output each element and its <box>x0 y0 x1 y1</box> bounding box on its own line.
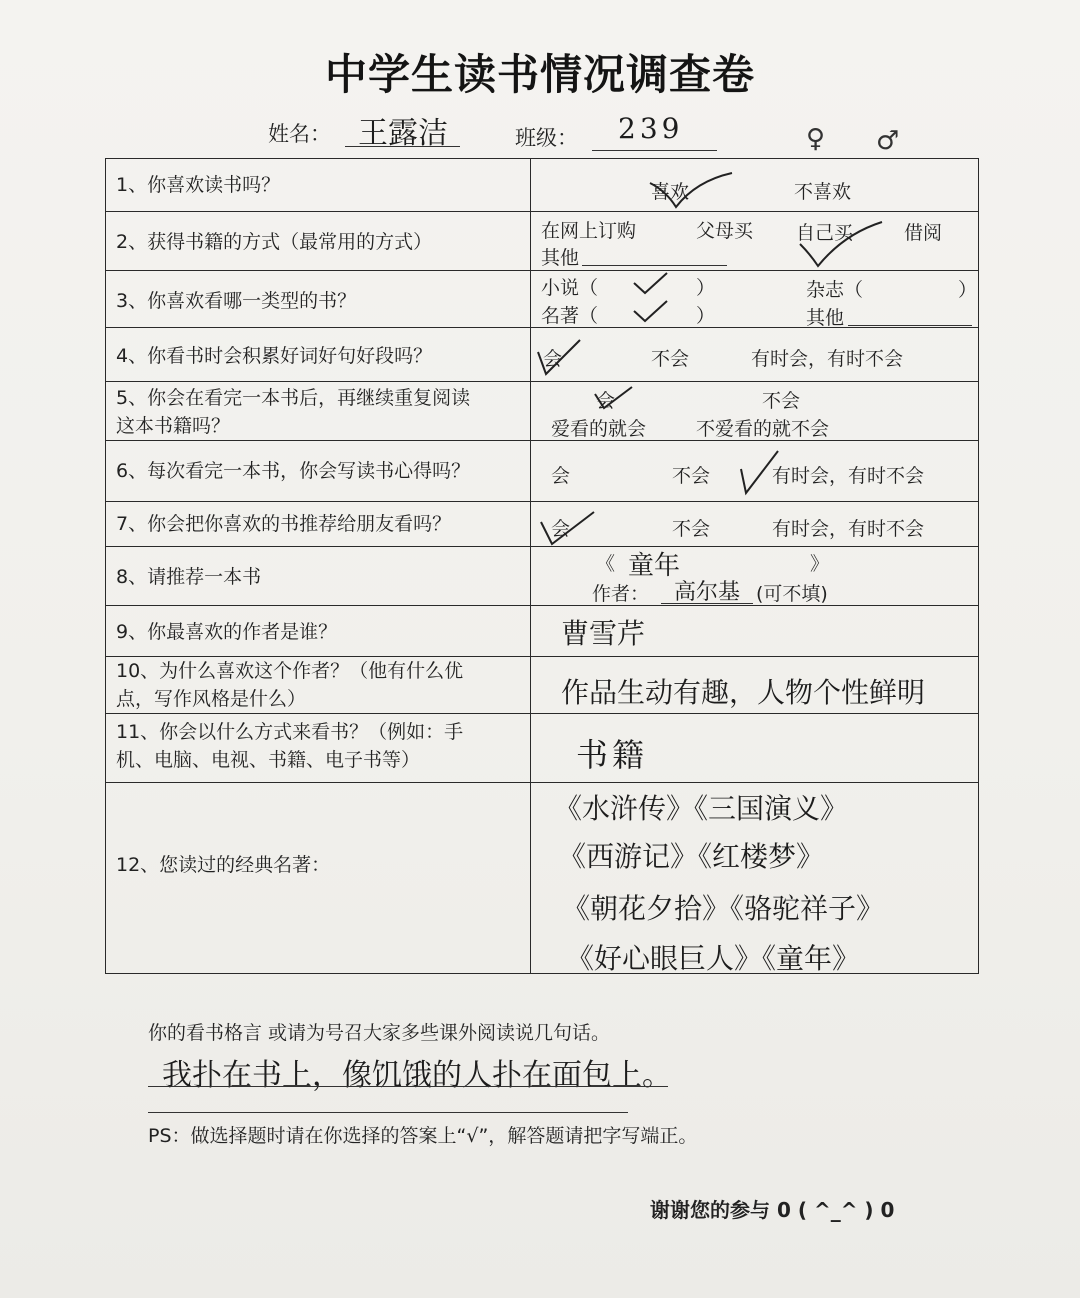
row-q4 <box>105 327 979 382</box>
question-text: 7、你会把你喜欢的书推荐给朋友看吗？ <box>116 513 452 535</box>
author-note: (可不填) <box>756 583 828 605</box>
row-q11 <box>105 713 979 783</box>
option-dislike: 不喜欢 <box>794 181 852 203</box>
question-text: 12、您读过的经典名著： <box>116 854 331 876</box>
answer-reading-method: 书籍 <box>576 736 649 774</box>
option-yes: 会 <box>551 465 571 487</box>
checkmark-icon <box>796 214 886 270</box>
answer-why-author: 作品生动有趣，人物个性鲜明 <box>561 676 926 709</box>
option-borrow: 借阅 <box>904 222 943 244</box>
option-magazine: 杂志（ <box>806 279 864 301</box>
ps-instruction: PS：做选择题时请在你选择的答案上“√”，解答题请把字写端正。 <box>148 1125 698 1147</box>
checkmark-icon <box>534 334 584 380</box>
book-value: 童年 <box>628 551 681 581</box>
answer-favorite-author: 曹雪芹 <box>561 617 646 650</box>
classic-line: 《朝花夕拾》《骆驼祥子》 <box>562 892 885 925</box>
row-q6 <box>105 440 979 502</box>
row-q12 <box>105 782 979 974</box>
row-q7 <box>105 501 979 547</box>
option-online: 在网上订购 <box>541 220 637 242</box>
checkmark-icon <box>592 384 636 412</box>
question-text: 5、你会在看完一本书后，再继续重复阅读 这本书籍吗？ <box>116 387 471 437</box>
option-sometimes: 有时会，有时不会 <box>751 348 904 370</box>
question-text: 8、请推荐一本书 <box>116 566 262 588</box>
checkmark-icon <box>646 169 736 209</box>
row-q10 <box>105 656 979 714</box>
checkmark-icon <box>631 271 671 297</box>
male-symbol: ♂ <box>876 126 900 156</box>
classic-line: 《好心眼巨人》《童年》 <box>566 942 861 975</box>
question-text: 6、每次看完一本书，你会写读书心得吗？ <box>116 460 471 482</box>
checkmark-icon <box>738 447 782 497</box>
option-magazine-close: ） <box>958 279 978 301</box>
option-yes: 会 <box>596 390 616 412</box>
question-text: 9、你最喜欢的作者是谁？ <box>116 621 338 643</box>
option-novel-close: ） <box>696 277 716 299</box>
option-sometimes: 有时会，有时不会 <box>772 465 925 487</box>
checkmark-icon <box>631 299 671 325</box>
classic-line: 《西游记》《红楼梦》 <box>558 840 825 873</box>
option-classic: 名著（ <box>541 305 599 327</box>
question-text: 11、你会以什么方式来看书？（例如：手 机、电脑、电视、书籍、电子书等） <box>116 721 464 771</box>
row-q1 <box>105 158 979 212</box>
option-no: 不会 <box>651 348 690 370</box>
option-if-like: 爱看的就会 <box>551 418 647 440</box>
option-sometimes: 有时会，有时不会 <box>772 518 925 540</box>
thanks-text: 谢谢您的参与 0 ( ^_^ ) 0 <box>650 1198 895 1222</box>
book-close-bracket: 》 <box>810 553 830 575</box>
checkmark-icon <box>538 506 598 548</box>
class-value: 239 <box>618 112 684 145</box>
question-text: 2、获得书籍的方式（最常用的方式） <box>116 231 433 253</box>
page-title: 中学生读书情况调查卷 <box>324 50 755 99</box>
option-yes: 会 <box>551 518 571 540</box>
row-q8 <box>105 546 979 606</box>
class-underline <box>592 150 717 151</box>
row-q9 <box>105 605 979 657</box>
option-no: 不会 <box>672 465 711 487</box>
option-other: 其他 <box>541 247 580 269</box>
name-label: 姓名： <box>268 122 331 146</box>
row-q5 <box>105 381 979 441</box>
option-like: 喜欢 <box>651 181 690 203</box>
option-yes: 会 <box>543 348 563 370</box>
row-q2 <box>105 211 979 271</box>
motto-prompt: 你的看书格言 或请为号召大家多些课外阅读说几句话。 <box>148 1022 611 1044</box>
option-other: 其他 <box>806 307 845 329</box>
question-text: 1、你喜欢读书吗？ <box>116 174 281 196</box>
author-label: 作者： <box>592 583 650 605</box>
option-no: 不会 <box>762 390 801 412</box>
female-symbol: ♀ <box>806 124 826 154</box>
option-if-dislike: 不爱看的就不会 <box>696 418 830 440</box>
question-text: 4、你看书时会积累好词好句好段吗？ <box>116 345 433 367</box>
book-open-bracket: 《 <box>596 553 616 575</box>
option-classic-close: ） <box>696 305 716 327</box>
class-label: 班级： <box>515 126 578 150</box>
question-text: 10、为什么喜欢这个作者？（他有什么优 点，写作风格是什么） <box>116 660 464 710</box>
option-novel: 小说（ <box>541 277 599 299</box>
option-no: 不会 <box>672 518 711 540</box>
question-text: 3、你喜欢看哪一类型的书？ <box>116 290 357 312</box>
row-q3 <box>105 270 979 328</box>
name-value: 王露洁 <box>358 116 448 151</box>
classic-line: 《水浒传》《三国演义》 <box>554 792 849 825</box>
option-self: 自己买 <box>796 222 854 244</box>
option-parents: 父母买 <box>696 220 754 242</box>
survey-table <box>105 158 979 974</box>
author-value: 高尔基 <box>674 580 741 605</box>
motto-answer: 我扑在书上，像饥饿的人扑在面包上。 <box>162 1058 672 1093</box>
